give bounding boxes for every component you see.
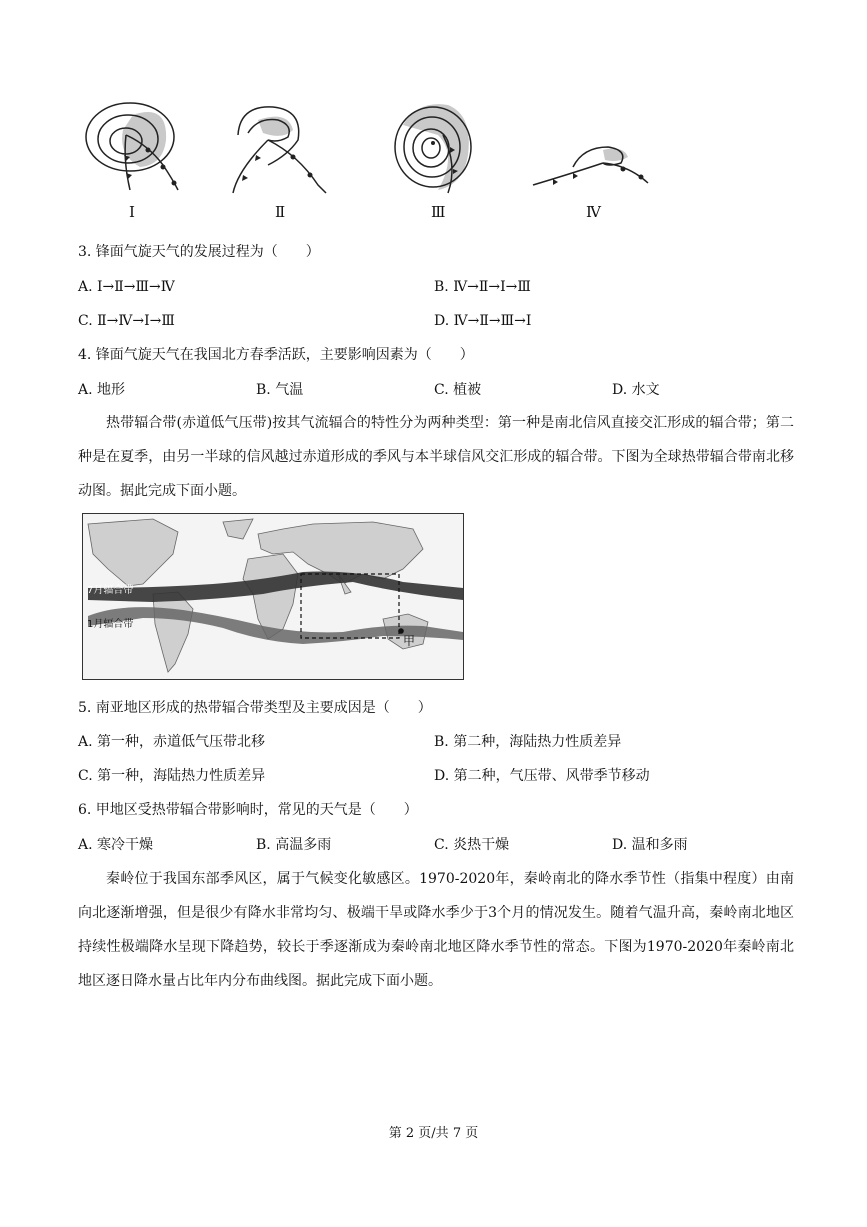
cyclone-stage-4 (533, 147, 648, 185)
q3-option-c[interactable]: C. Ⅱ→Ⅳ→Ⅰ→Ⅲ (78, 313, 175, 329)
q4-option-a[interactable]: A. 地形 (78, 382, 126, 398)
q3-option-a[interactable]: A. Ⅰ→Ⅱ→Ⅲ→Ⅳ (78, 279, 175, 295)
q3-stem: 3. 锋面气旋天气的发展过程为（ ） (78, 244, 320, 260)
map-label-jia: 甲 (403, 634, 416, 648)
passage-itcz: 热带辐合带(赤道低气压带)按其气流辐合的特性分为两种类型：第一种是南北信风直接交汇形成的辐合带；第二种是在夏季，由另一半球的信风越过赤道形成的季风与本半球信风交汇形成的辐合带。下图为全球热带辐合带南北移动图。据此完成下面小题。 (78, 415, 794, 499)
q6-stem: 6. 甲地区受热带辐合带影响时，常见的天气是（ ） (78, 802, 418, 818)
q3-option-b[interactable]: B. Ⅳ→Ⅱ→Ⅰ→Ⅲ (434, 279, 531, 295)
q5-option-a[interactable]: A. 第一种，赤道低气压带北移 (78, 734, 266, 750)
q6-option-b[interactable]: B. 高温多雨 (256, 837, 332, 853)
passage-qinling: 秦岭位于我国东部季风区，属于气候变化敏感区。1970-2020年，秦岭南北的降水季节性（指集中程度）由南向北逐渐增强，但是很少有降水非常均匀、极端干旱或降水季少于3个月的情况发生。随着气温升高，秦岭南北地区持续性极端降水呈现下降趋势，较长于季逐渐成为秦岭南北地区降水季节性的常态。下图为1970-2020年秦岭南北地区逐日降水量占比年内分布曲线图。据此完成下面小题。 (78, 871, 794, 989)
q5-option-c[interactable]: C. 第一种，海陆热力性质差异 (78, 768, 266, 784)
q5-stem: 5. 南亚地区形成的热带辐合带类型及主要成因是（ ） (78, 700, 432, 716)
q3-option-d[interactable]: D. Ⅳ→Ⅱ→Ⅲ→Ⅰ (434, 313, 532, 329)
q4-option-b[interactable]: B. 气温 (256, 382, 304, 398)
cyclone-label-4: Ⅳ (586, 203, 601, 221)
q6-option-d[interactable]: D. 温和多雨 (612, 837, 688, 853)
map-label-july: 7月辐合带 (87, 585, 134, 596)
cyclone-label-1: Ⅰ (129, 203, 135, 221)
itcz-map (82, 513, 464, 680)
q5-option-d[interactable]: D. 第二种，气压带、风带季节移动 (434, 768, 650, 784)
q5-option-b[interactable]: B. 第二种，海陆热力性质差异 (434, 734, 622, 750)
q4-option-d[interactable]: D. 水文 (612, 382, 660, 398)
cyclone-stage-2 (233, 107, 326, 193)
world-map (83, 514, 463, 679)
cyclone-stage-1 (86, 103, 178, 190)
map-label-jan: 1月辐合带 (87, 619, 134, 630)
cyclone-diagrams (78, 95, 658, 230)
cyclone-label-2: Ⅱ (275, 203, 286, 221)
q6-option-c[interactable]: C. 炎热干燥 (434, 837, 510, 853)
cyclone-figure (78, 95, 658, 230)
cyclone-stage-3 (395, 104, 471, 193)
cyclone-label-3: Ⅲ (431, 203, 446, 221)
page-footer: 第 2 页/共 7 页 (388, 1126, 479, 1141)
q4-stem: 4. 锋面气旋天气在我国北方春季活跃，主要影响因素为（ ） (78, 347, 474, 363)
q4-option-c[interactable]: C. 植被 (434, 382, 482, 398)
q6-option-a[interactable]: A. 寒冷干燥 (78, 837, 154, 853)
